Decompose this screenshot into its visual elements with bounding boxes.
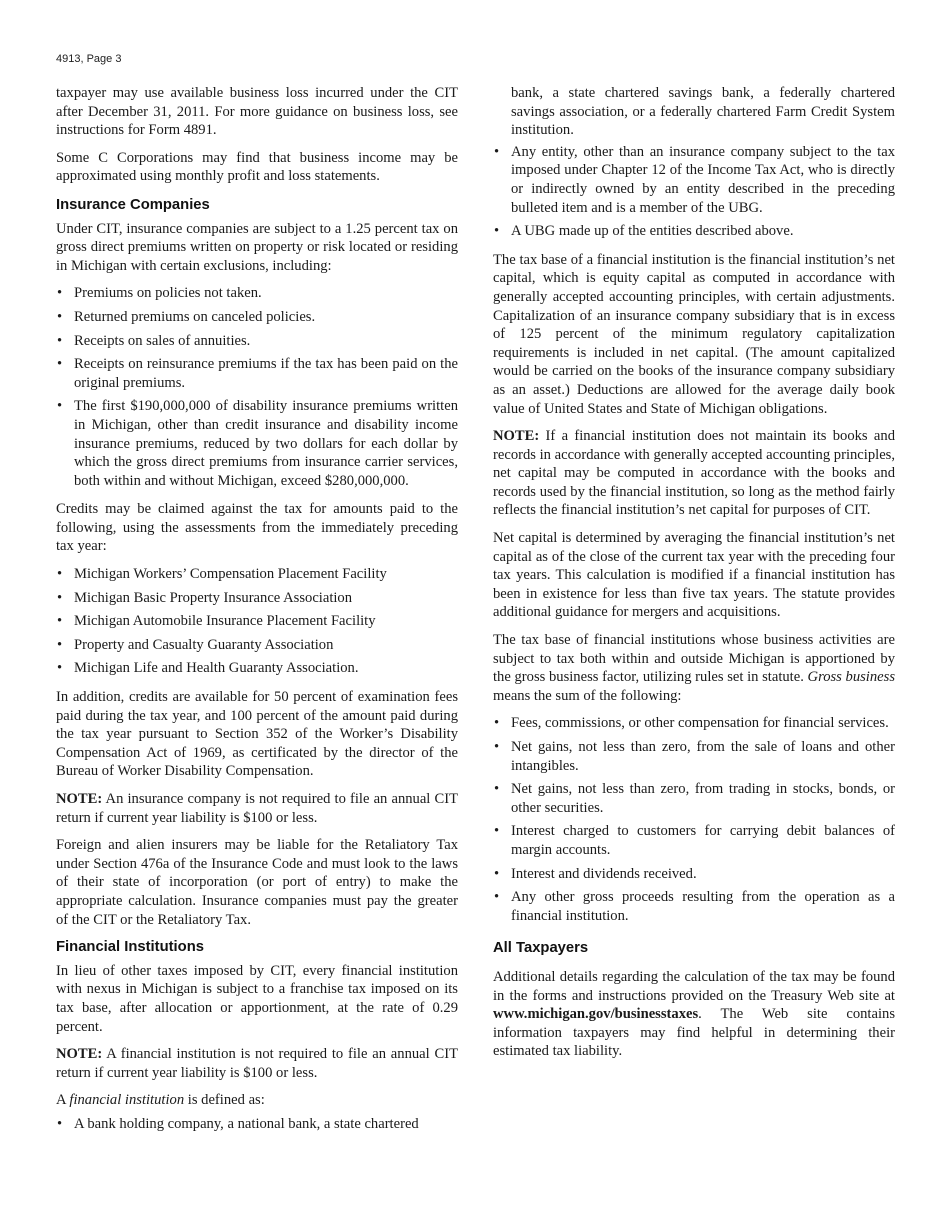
note <box>493 427 895 520</box>
list-item-continuation: bank, a state chartered savings bank, a federally chartered savings association, or a federally chartered Farm Credit System institution. <box>511 85 895 139</box>
note-label: NOTE: <box>56 791 103 807</box>
paragraph-text: means the sum of the following: <box>493 687 682 704</box>
list-item: • Net gains, not less than zero, from trading in stocks, bonds, or other securities. <box>493 780 895 817</box>
paragraph: In addition, credits are available for 50 percent of examination fees paid during the tax year, and 100 percent of the amount paid during the tax year pursuant to Section 352 of the Worker’s Disability Compensation Act of 1969, as certificated by the director of the Bureau of Worker Disability Compensation. <box>56 689 458 780</box>
paragraph <box>493 968 895 1061</box>
paragraph: Net capital is determined by averaging the financial institution’s net capital as of the close of the current tax year with the preceding four tax years. This calculation is modified if a financial institution has been in existence for less than five tax years. The statute provides additional guidance for mergers and acquisitions. <box>493 530 895 621</box>
exclusions-list <box>56 284 458 490</box>
paragraph: The tax base of a financial institution is the financial institution’s net capital, which is equity capital as computed in accordance with generally accepted accounting principles, with certain adjustments. Capitalization of an insurance company subsidiary that is in excess of 125 percent of the minimum regulatory capitalization requirements is included in net capital. (The amount capitalized would be carried on the books of the insurance company subsidiary as an asset.) Deductions are allowed for the average daily book value of United States and State of Michigan obligations. <box>493 251 895 417</box>
section-heading-all-taxpayers: All Taxpayers <box>493 940 589 957</box>
list-item: • Returned premiums on canceled policies. <box>56 308 458 327</box>
note-text: A financial institution is not required to file an annual CIT return if current year liability is $100 or less. <box>56 1046 458 1081</box>
paragraph-text: The tax base of financial institutions whose business activities are subject to tax both within and outside Michigan is apportioned by the gross business factor, utilizing rules set in statute. <box>493 632 895 686</box>
list-item: • A UBG made up of the entities described above. <box>493 222 895 241</box>
paragraph-text: . The Web site contains information taxpayers may find helpful in determining their estimated tax liability. <box>493 1006 895 1060</box>
note <box>56 1045 458 1082</box>
right-column <box>493 84 895 1070</box>
definition-list <box>56 1115 458 1134</box>
treasury-website-link[interactable]: www.michigan.gov/businesstaxes <box>493 1006 699 1023</box>
paragraph: taxpayer may use available business loss incurred under the CIT after December 31, 2011. For more guidance on business loss, see instructions for Form 4891. <box>56 85 458 139</box>
note-label: NOTE: <box>56 1046 103 1063</box>
paragraph-text: Additional details regarding the calculation of the tax may be found in the forms and instructions provided on the Treasury Web site at <box>493 968 895 1004</box>
list-item: • Net gains, not less than zero, from the sale of loans and other intangibles. <box>493 738 895 775</box>
list-item: • Interest and dividends received. <box>493 865 895 884</box>
note-text: An insurance company is not required to file an annual CIT return if current year liability is $100 or less. <box>56 791 458 826</box>
list-item: • Receipts on sales of annuities. <box>56 332 458 351</box>
section-heading-insurance: Insurance Companies <box>56 196 210 213</box>
paragraph: In lieu of other taxes imposed by CIT, every financial institution with nexus in Michigan is subject to a franchise tax imposed on its tax base, after allocation or apportionment, at the rate of 0.29 percent. <box>56 962 458 1035</box>
list-item: • Michigan Automobile Insurance Placement Facility <box>56 612 458 631</box>
list-item: • Any other gross proceeds resulting from the operation as a financial institution. <box>493 888 895 925</box>
list-item: • Michigan Life and Health Guaranty Association. <box>56 659 458 678</box>
paragraph: Under CIT, insurance companies are subject to a 1.25 percent tax on gross direct premiums written on property or risk located or residing in Michigan with certain exclusions, including: <box>56 220 458 274</box>
gross-business-list <box>493 714 895 925</box>
page-label: 4913, Page 3 <box>56 53 122 65</box>
note-label: NOTE: <box>493 428 540 445</box>
section-heading-financial: Financial Institutions <box>56 939 204 956</box>
list-item: • Fees, commissions, or other compensation for financial services. <box>493 714 895 733</box>
list-item: • A bank holding company, a national bank, a state chartered <box>56 1115 458 1134</box>
list-item: • The first $190,000,000 of disability insurance premiums written in Michigan, other than credit insurance and disability income insurance premiums, reduced by two dollars for each dollar by which the gross direct premiums from insurance carrier services, both within and without Michigan, exceed $280,000,000. <box>56 397 458 490</box>
list-item: • Any entity, other than an insurance company subject to the tax imposed under Chapter 12 of the Income Tax Act, who is directly or indirectly owned by an entity described in the preceding bulleted item and is a member of the UBG. <box>493 143 895 217</box>
defined-term: Gross business <box>807 669 895 686</box>
list-item: • Interest charged to customers for carrying debit balances of margin accounts. <box>493 822 895 859</box>
definition-intro <box>56 1091 458 1110</box>
list-item: • Michigan Workers’ Compensation Placement Facility <box>56 565 458 584</box>
list-item: • Receipts on reinsurance premiums if the tax has been paid on the original premiums. <box>56 355 458 392</box>
definition-list <box>493 143 895 241</box>
defined-term: financial institution <box>69 1092 185 1109</box>
list-item: • Property and Casualty Guaranty Association <box>56 636 458 655</box>
paragraph <box>493 631 895 705</box>
definition-prefix: A <box>56 1092 70 1109</box>
paragraph: Credits may be claimed against the tax for amounts paid to the following, using the assessments from the immediately preceding tax year: <box>56 501 458 555</box>
list-item: • Michigan Basic Property Insurance Association <box>56 589 458 608</box>
definition-suffix: is defined as: <box>184 1092 265 1109</box>
note-text: If a financial institution does not maintain its books and records in accordance with generally accepted accounting principles, net capital may be computed in accordance with the books and records used by the financial institution, so long as the method fairly reflects the financial institution’s net capital for purposes of CIT. <box>493 428 895 519</box>
note <box>56 790 458 827</box>
credits-list <box>56 565 458 678</box>
paragraph: Foreign and alien insurers may be liable for the Retaliatory Tax under Section 476a of the Insurance Code and must look to the laws of their state of incorporation (or port of entry) to make the appropriate calculation. Insurance companies must pay the greater of the CIT or the Retaliatory Tax. <box>56 837 458 928</box>
paragraph: Some C Corporations may find that business income may be approximated using monthly profit and loss statements. <box>56 149 458 185</box>
list-item: • Premiums on policies not taken. <box>56 284 458 303</box>
left-column <box>56 84 458 1144</box>
